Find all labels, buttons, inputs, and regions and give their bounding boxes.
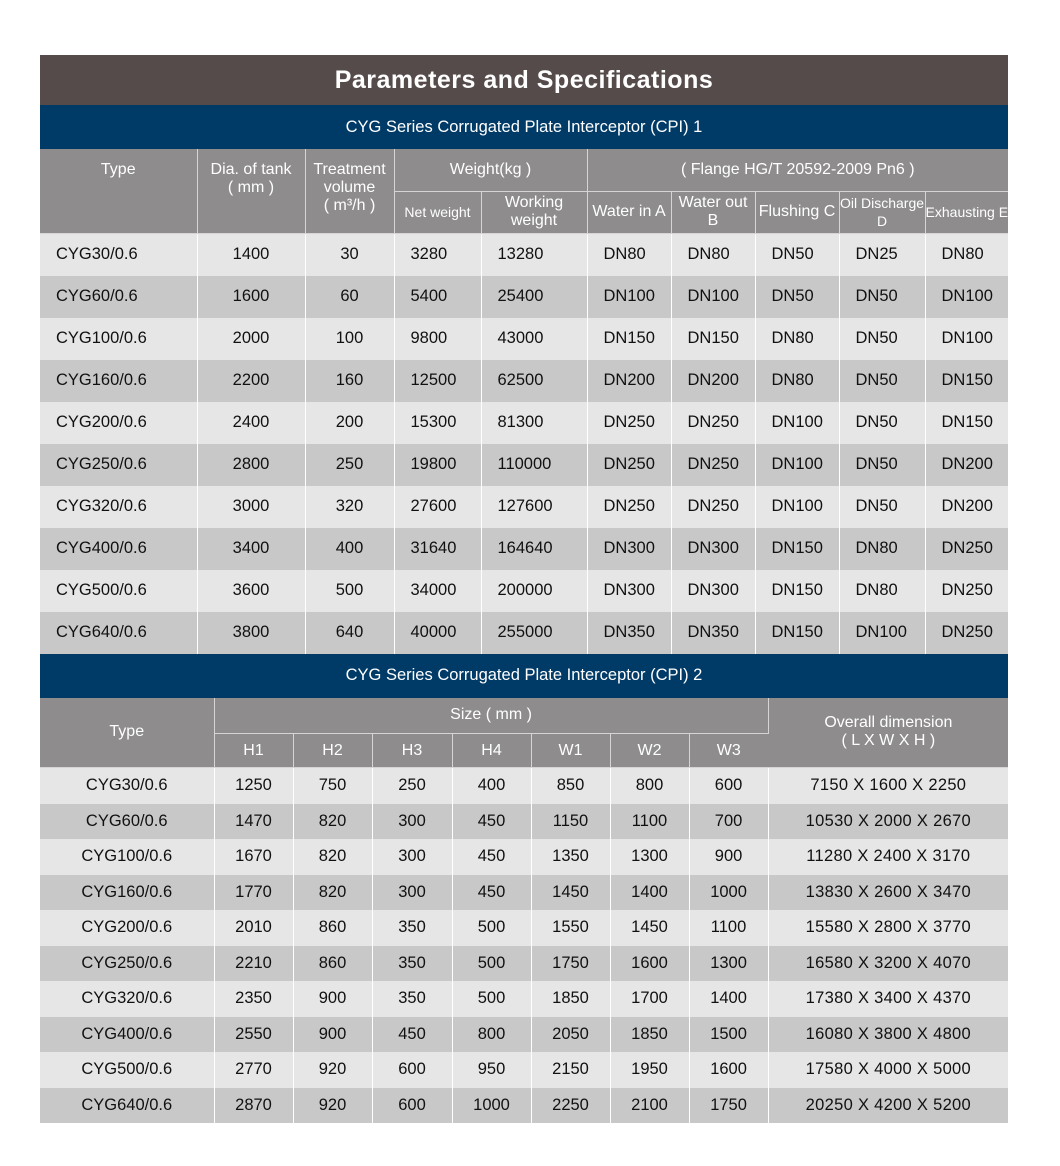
table1-title: CYG Series Corrugated Plate Interceptor (CPI) 1 bbox=[40, 105, 1008, 149]
table-cell: DN80 bbox=[671, 233, 755, 276]
table-cell: DN100 bbox=[755, 444, 839, 486]
header-water-in: Water in A bbox=[587, 191, 671, 233]
table-cell: 3400 bbox=[197, 528, 305, 570]
table-cell: 1750 bbox=[531, 946, 610, 982]
table-cell: 800 bbox=[610, 768, 689, 804]
header-h4: H4 bbox=[452, 734, 531, 768]
table-cell: 2100 bbox=[610, 1088, 689, 1124]
table-cell: 1000 bbox=[689, 875, 768, 911]
table-cell: 1150 bbox=[531, 804, 610, 840]
table-cell: DN100 bbox=[755, 486, 839, 528]
table-cell: DN150 bbox=[587, 318, 671, 360]
table-cell: 100 bbox=[305, 318, 394, 360]
table-cell: DN100 bbox=[839, 612, 925, 654]
table-cell: DN150 bbox=[925, 360, 1008, 402]
table-cell: DN250 bbox=[587, 402, 671, 444]
table-row bbox=[40, 528, 1008, 570]
table-cell: DN350 bbox=[671, 612, 755, 654]
header-w3: W3 bbox=[689, 734, 768, 768]
page-title: Parameters and Specifications bbox=[40, 55, 1008, 105]
table-cell: 1700 bbox=[610, 981, 689, 1017]
table-cell: 450 bbox=[372, 1017, 452, 1053]
table-cell: 2250 bbox=[531, 1088, 610, 1124]
table-row bbox=[40, 233, 1008, 276]
table-cell: 9800 bbox=[394, 318, 481, 360]
table-cell: DN200 bbox=[587, 360, 671, 402]
table-cell: 450 bbox=[452, 875, 531, 911]
table-cell: 1300 bbox=[689, 946, 768, 982]
table-row bbox=[40, 1052, 1008, 1088]
table-cell: DN350 bbox=[587, 612, 671, 654]
table-cell: 17380 X 3400 X 4370 bbox=[768, 981, 1008, 1017]
table-cell: 950 bbox=[452, 1052, 531, 1088]
table-cell: DN250 bbox=[671, 444, 755, 486]
table-cell: 3800 bbox=[197, 612, 305, 654]
table-row bbox=[40, 276, 1008, 318]
table-cell: DN150 bbox=[755, 612, 839, 654]
table-cell: 1350 bbox=[531, 839, 610, 875]
header-h1: H1 bbox=[214, 734, 293, 768]
header-flushing: Flushing C bbox=[755, 191, 839, 233]
table-cell: 400 bbox=[452, 768, 531, 804]
table-cell: DN150 bbox=[671, 318, 755, 360]
table-cell: 1450 bbox=[610, 910, 689, 946]
table-cell: 255000 bbox=[481, 612, 587, 654]
table-cell: 2400 bbox=[197, 402, 305, 444]
table-cell: DN80 bbox=[755, 318, 839, 360]
table-cell: CYG100/0.6 bbox=[40, 318, 197, 360]
table-cell: DN200 bbox=[671, 360, 755, 402]
table-cell: 40000 bbox=[394, 612, 481, 654]
table-cell: 5400 bbox=[394, 276, 481, 318]
table-cell: 860 bbox=[293, 946, 372, 982]
table-cell: 1600 bbox=[610, 946, 689, 982]
table-cell: DN250 bbox=[587, 486, 671, 528]
table-cell: DN80 bbox=[839, 528, 925, 570]
table-cell: DN300 bbox=[587, 570, 671, 612]
table-cell: 500 bbox=[452, 910, 531, 946]
table-cell: 750 bbox=[293, 768, 372, 804]
table-cell: 13280 bbox=[481, 233, 587, 276]
table-cell: 820 bbox=[293, 875, 372, 911]
table-cell: 25400 bbox=[481, 276, 587, 318]
table-cell: CYG320/0.6 bbox=[40, 486, 197, 528]
table-cell: 350 bbox=[372, 981, 452, 1017]
table-cell: DN200 bbox=[925, 486, 1008, 528]
table-cell: 350 bbox=[372, 946, 452, 982]
table-cell: DN150 bbox=[755, 528, 839, 570]
table-cell: 3600 bbox=[197, 570, 305, 612]
table-cell: DN50 bbox=[839, 360, 925, 402]
table-row bbox=[40, 910, 1008, 946]
table-cell: 450 bbox=[452, 804, 531, 840]
header-weight: Weight(kg ) bbox=[394, 149, 587, 191]
table-cell: 800 bbox=[452, 1017, 531, 1053]
table-cell: 200000 bbox=[481, 570, 587, 612]
table-cell: 900 bbox=[293, 1017, 372, 1053]
table-cell: DN80 bbox=[755, 360, 839, 402]
table-cell: 700 bbox=[689, 804, 768, 840]
table-cell: 300 bbox=[372, 839, 452, 875]
table-cell: 350 bbox=[372, 910, 452, 946]
table-cell: DN250 bbox=[925, 612, 1008, 654]
table-cell: DN300 bbox=[587, 528, 671, 570]
header-net-weight: Net weight bbox=[394, 191, 481, 233]
table-cell: 20250 X 4200 X 5200 bbox=[768, 1088, 1008, 1124]
table-cell: 7150 X 1600 X 2250 bbox=[768, 768, 1008, 804]
table-cell: CYG160/0.6 bbox=[40, 360, 197, 402]
table-cell: DN50 bbox=[755, 233, 839, 276]
table-cell: 1400 bbox=[610, 875, 689, 911]
table-row bbox=[40, 981, 1008, 1017]
table-cell: 920 bbox=[293, 1052, 372, 1088]
table-cell: 1100 bbox=[610, 804, 689, 840]
table-cell: DN50 bbox=[839, 318, 925, 360]
cpi2-table-body bbox=[40, 768, 1008, 1124]
table-cell: CYG30/0.6 bbox=[40, 233, 197, 276]
header-exhausting: Exhausting E bbox=[925, 191, 1008, 233]
table-cell: 400 bbox=[305, 528, 394, 570]
table-row bbox=[40, 875, 1008, 911]
table-cell: 13830 X 2600 X 3470 bbox=[768, 875, 1008, 911]
table-cell: 62500 bbox=[481, 360, 587, 402]
header-oil-discharge: Oil Discharge D bbox=[839, 191, 925, 233]
table-row bbox=[40, 402, 1008, 444]
table-cell: DN50 bbox=[839, 444, 925, 486]
table-row bbox=[40, 486, 1008, 528]
table-cell: CYG250/0.6 bbox=[40, 946, 214, 982]
table-cell: 1850 bbox=[531, 981, 610, 1017]
table-cell: 110000 bbox=[481, 444, 587, 486]
table2-title: CYG Series Corrugated Plate Interceptor (CPI) 2 bbox=[40, 654, 1008, 698]
table-cell: CYG60/0.6 bbox=[40, 804, 214, 840]
cpi1-table bbox=[40, 149, 1008, 654]
table-cell: 1000 bbox=[452, 1088, 531, 1124]
table-cell: 2000 bbox=[197, 318, 305, 360]
header-flange: ( Flange HG/T 20592-2009 Pn6 ) bbox=[587, 149, 1008, 191]
table-cell: CYG400/0.6 bbox=[40, 1017, 214, 1053]
cpi2-table bbox=[40, 698, 1008, 1124]
table-cell: 160 bbox=[305, 360, 394, 402]
table-cell: DN100 bbox=[925, 318, 1008, 360]
table-cell: DN150 bbox=[755, 570, 839, 612]
table-cell: DN80 bbox=[925, 233, 1008, 276]
cpi1-table-body bbox=[40, 233, 1008, 654]
table-cell: CYG640/0.6 bbox=[40, 1088, 214, 1124]
table-cell: 1770 bbox=[214, 875, 293, 911]
table-cell: 1470 bbox=[214, 804, 293, 840]
table-cell: 300 bbox=[372, 804, 452, 840]
table-cell: 600 bbox=[689, 768, 768, 804]
table-cell: DN25 bbox=[839, 233, 925, 276]
table-cell: 15580 X 2800 X 3770 bbox=[768, 910, 1008, 946]
table-cell: 320 bbox=[305, 486, 394, 528]
table-cell: 820 bbox=[293, 839, 372, 875]
table-cell: CYG500/0.6 bbox=[40, 1052, 214, 1088]
table-cell: 2770 bbox=[214, 1052, 293, 1088]
table-cell: 2210 bbox=[214, 946, 293, 982]
table-cell: DN250 bbox=[925, 528, 1008, 570]
header-w2: W2 bbox=[610, 734, 689, 768]
header-size: Size ( mm ) bbox=[214, 698, 768, 734]
table-cell: 1600 bbox=[197, 276, 305, 318]
table-cell: 17580 X 4000 X 5000 bbox=[768, 1052, 1008, 1088]
table-cell: 2050 bbox=[531, 1017, 610, 1053]
table-cell: 200 bbox=[305, 402, 394, 444]
table-row bbox=[40, 839, 1008, 875]
table-cell: DN300 bbox=[671, 570, 755, 612]
table-cell: DN100 bbox=[587, 276, 671, 318]
header-type: Type bbox=[40, 149, 197, 233]
table-cell: DN100 bbox=[755, 402, 839, 444]
table-cell: 16080 X 3800 X 4800 bbox=[768, 1017, 1008, 1053]
table-cell: CYG500/0.6 bbox=[40, 570, 197, 612]
table-cell: 60 bbox=[305, 276, 394, 318]
table-cell: 2010 bbox=[214, 910, 293, 946]
table-cell: 500 bbox=[452, 946, 531, 982]
table-cell: CYG60/0.6 bbox=[40, 276, 197, 318]
table-cell: 1300 bbox=[610, 839, 689, 875]
table-cell: DN80 bbox=[839, 570, 925, 612]
table-cell: DN200 bbox=[925, 444, 1008, 486]
table-cell: DN80 bbox=[587, 233, 671, 276]
table-cell: 1850 bbox=[610, 1017, 689, 1053]
table-cell: CYG400/0.6 bbox=[40, 528, 197, 570]
header-overall-dimension: Overall dimension ( L X W X H ) bbox=[768, 698, 1008, 768]
table-cell: DN250 bbox=[671, 402, 755, 444]
header-w1: W1 bbox=[531, 734, 610, 768]
table-cell: 600 bbox=[372, 1088, 452, 1124]
table-row bbox=[40, 1017, 1008, 1053]
table-cell: 1550 bbox=[531, 910, 610, 946]
table-cell: 1600 bbox=[689, 1052, 768, 1088]
table-cell: CYG30/0.6 bbox=[40, 768, 214, 804]
table-cell: CYG200/0.6 bbox=[40, 402, 197, 444]
table-row bbox=[40, 318, 1008, 360]
table-cell: 1400 bbox=[689, 981, 768, 1017]
table-cell: 1400 bbox=[197, 233, 305, 276]
table-cell: 11280 X 2400 X 3170 bbox=[768, 839, 1008, 875]
table-cell: 27600 bbox=[394, 486, 481, 528]
header-type: Type bbox=[40, 698, 214, 768]
table-cell: DN250 bbox=[587, 444, 671, 486]
table-cell: 1500 bbox=[689, 1017, 768, 1053]
table-cell: 500 bbox=[305, 570, 394, 612]
table-cell: 34000 bbox=[394, 570, 481, 612]
table-cell: 850 bbox=[531, 768, 610, 804]
table-row bbox=[40, 804, 1008, 840]
table-row bbox=[40, 444, 1008, 486]
table-cell: 81300 bbox=[481, 402, 587, 444]
table-cell: DN250 bbox=[925, 570, 1008, 612]
table-cell: 2150 bbox=[531, 1052, 610, 1088]
table-cell: 1250 bbox=[214, 768, 293, 804]
table-cell: 19800 bbox=[394, 444, 481, 486]
table-cell: 600 bbox=[372, 1052, 452, 1088]
table-cell: 500 bbox=[452, 981, 531, 1017]
header-h3: H3 bbox=[372, 734, 452, 768]
table-cell: 450 bbox=[452, 839, 531, 875]
table-cell: CYG160/0.6 bbox=[40, 875, 214, 911]
table-cell: 31640 bbox=[394, 528, 481, 570]
header-dia: Dia. of tank ( mm ) bbox=[197, 149, 305, 233]
table-cell: 30 bbox=[305, 233, 394, 276]
table-cell: 250 bbox=[372, 768, 452, 804]
table-cell: 640 bbox=[305, 612, 394, 654]
table-cell: 1100 bbox=[689, 910, 768, 946]
table-cell: 2800 bbox=[197, 444, 305, 486]
table-cell: 1450 bbox=[531, 875, 610, 911]
table-cell: 900 bbox=[689, 839, 768, 875]
table-cell: DN300 bbox=[671, 528, 755, 570]
table-cell: 15300 bbox=[394, 402, 481, 444]
table-cell: 43000 bbox=[481, 318, 587, 360]
table-cell: 10530 X 2000 X 2670 bbox=[768, 804, 1008, 840]
table-cell: DN50 bbox=[839, 486, 925, 528]
table-cell: DN250 bbox=[671, 486, 755, 528]
table-cell: 300 bbox=[372, 875, 452, 911]
header-h2: H2 bbox=[293, 734, 372, 768]
table-cell: DN150 bbox=[925, 402, 1008, 444]
table-row bbox=[40, 1088, 1008, 1124]
table-cell: 164640 bbox=[481, 528, 587, 570]
table-cell: 16580 X 3200 X 4070 bbox=[768, 946, 1008, 982]
table-row bbox=[40, 570, 1008, 612]
table-cell: DN50 bbox=[839, 276, 925, 318]
table-row bbox=[40, 612, 1008, 654]
table-cell: 1750 bbox=[689, 1088, 768, 1124]
table-cell: 250 bbox=[305, 444, 394, 486]
spec-sheet bbox=[40, 55, 1008, 1123]
table-cell: DN100 bbox=[925, 276, 1008, 318]
table-cell: 820 bbox=[293, 804, 372, 840]
table-cell: CYG320/0.6 bbox=[40, 981, 214, 1017]
header-working-weight: Working weight bbox=[481, 191, 587, 233]
header-water-out: Water out B bbox=[671, 191, 755, 233]
table-row bbox=[40, 360, 1008, 402]
table-cell: 2200 bbox=[197, 360, 305, 402]
table-cell: 900 bbox=[293, 981, 372, 1017]
header-treatment-volume: Treatment volume ( m³/h ) bbox=[305, 149, 394, 233]
table-row bbox=[40, 946, 1008, 982]
table-cell: DN50 bbox=[839, 402, 925, 444]
table-cell: 3000 bbox=[197, 486, 305, 528]
table-row bbox=[40, 768, 1008, 804]
table-cell: DN100 bbox=[671, 276, 755, 318]
table-cell: CYG640/0.6 bbox=[40, 612, 197, 654]
table-cell: 1950 bbox=[610, 1052, 689, 1088]
table-cell: CYG200/0.6 bbox=[40, 910, 214, 946]
table-cell: 1670 bbox=[214, 839, 293, 875]
table-cell: 920 bbox=[293, 1088, 372, 1124]
table-cell: CYG100/0.6 bbox=[40, 839, 214, 875]
table-cell: CYG250/0.6 bbox=[40, 444, 197, 486]
table-cell: 2350 bbox=[214, 981, 293, 1017]
table-cell: 12500 bbox=[394, 360, 481, 402]
table-cell: 3280 bbox=[394, 233, 481, 276]
table-cell: 2550 bbox=[214, 1017, 293, 1053]
table-cell: 127600 bbox=[481, 486, 587, 528]
table-cell: DN50 bbox=[755, 276, 839, 318]
table-cell: 860 bbox=[293, 910, 372, 946]
table-cell: 2870 bbox=[214, 1088, 293, 1124]
